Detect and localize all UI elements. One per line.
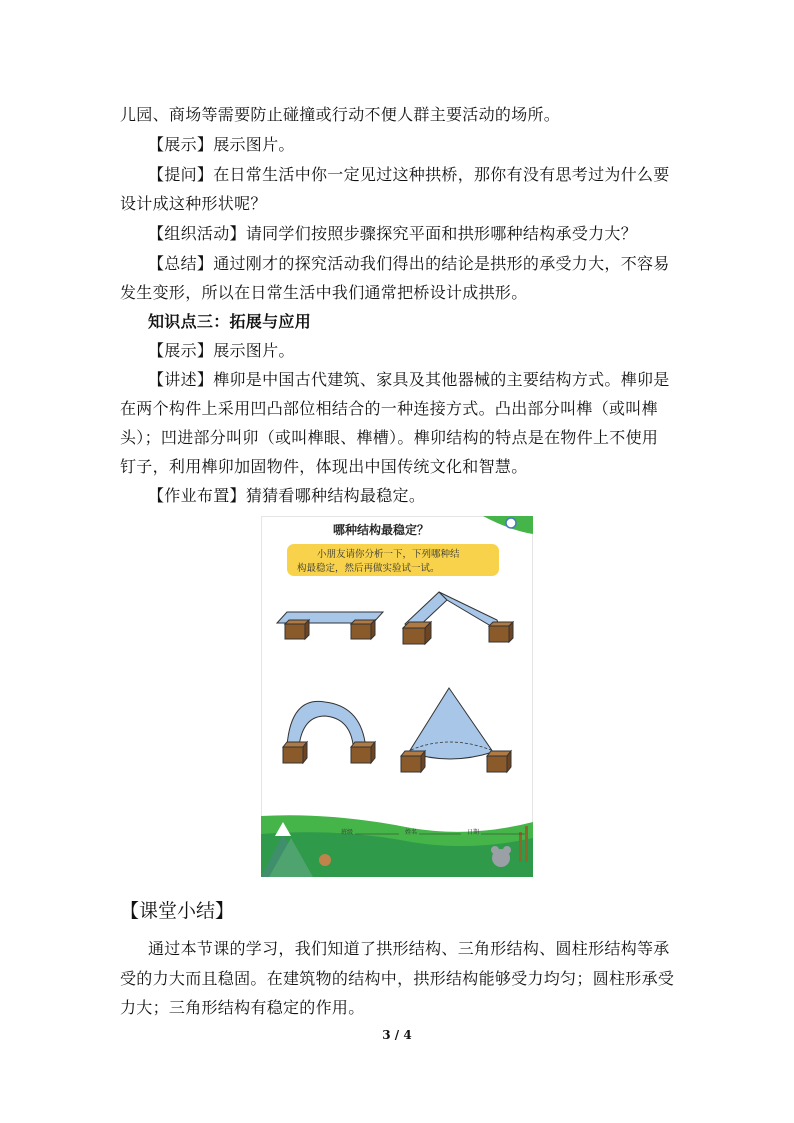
worksheet-prompt-1: 小朋友请你分析一下，下列哪种结: [317, 549, 460, 560]
knowledge-point-3: 知识点三：拓展与应用: [148, 312, 312, 331]
tag-show-2: 【展示】: [148, 341, 214, 360]
paragraph-1: 儿园、商场等需要防止碰撞或行动不便人群主要活动的场所。: [120, 105, 561, 124]
paragraph-narrate-cont3: 钉子，利用榫卯加固物件，体现出中国传统文化和智慧。: [120, 457, 528, 476]
tag-narrate: 【讲述】: [148, 370, 214, 389]
text-summary: 通过刚才的探究活动我们得出的结论是拱形的承受力大，不容易: [213, 254, 670, 273]
paragraph-narrate-cont2: 头）；凹进部分叫卯（或叫榫眼、榫槽）。榫卯结构的特点是在物件上不使用: [120, 428, 659, 447]
class-summary-heading: 【课堂小结】: [120, 900, 235, 922]
text-homework: 猜猜看哪种结构最稳定。: [245, 486, 426, 505]
field-date-label: 日期: [467, 829, 480, 836]
tag-show: 【展示】: [148, 135, 214, 154]
tag-homework: 【作业布置】: [148, 486, 246, 505]
text-show-2: 展示图片。: [213, 341, 295, 360]
worksheet-image: [261, 516, 533, 877]
summary-line-2: 受的力大而且稳固。在建筑物的结构中，拱形结构能够受力均匀；圆柱形承受: [120, 969, 675, 988]
paragraph-summary-cont: 发生变形，所以在日常生活中我们通常把桥设计成拱形。: [120, 283, 528, 302]
paragraph-question-cont: 设计成这种形状呢？: [120, 194, 267, 213]
tag-question: 【提问】: [148, 165, 214, 184]
field-name-label: 姓名: [405, 829, 418, 836]
text-show: 展示图片。: [213, 135, 295, 154]
text-question: 在日常生活中你一定见过这种拱桥，那你有没有思考过为什么要: [213, 165, 670, 184]
tag-summary: 【总结】: [148, 254, 214, 273]
page-number: 3 / 4: [382, 1028, 412, 1042]
paragraph-activity: [148, 224, 637, 244]
paragraph-summary-1: [148, 254, 670, 274]
field-class-label: 班级: [341, 829, 354, 836]
paragraph-narrate: [148, 370, 670, 390]
worksheet-prompt-2: 构最稳定，然后再做实验试一试。: [297, 563, 440, 574]
paragraph-question: [148, 165, 670, 185]
paragraph-homework: [148, 486, 425, 506]
text-activity: 请同学们按照步骤探究平面和拱形哪种结构承受力大？: [245, 224, 638, 243]
worksheet-title: 哪种结构最稳定？: [332, 523, 430, 537]
paragraph-narrate-cont1: 在两个构件上采用凹凸部位相结合的一种连接方式。凸出部分叫榫（或叫榫: [120, 399, 658, 418]
text-narrate: 榫卯是中国古代建筑、家具及其他器械的主要结构方式。榫卯是: [213, 370, 670, 389]
paragraph-show-image-2: [148, 341, 295, 361]
summary-line-1: 通过本节课的学习，我们知道了拱形结构、三角形结构、圆柱形结构等承: [148, 939, 670, 958]
tag-activity: 【组织活动】: [148, 224, 246, 243]
paragraph-show-image: [148, 135, 295, 155]
summary-line-3: 力大；三角形结构有稳定的作用。: [120, 998, 365, 1017]
